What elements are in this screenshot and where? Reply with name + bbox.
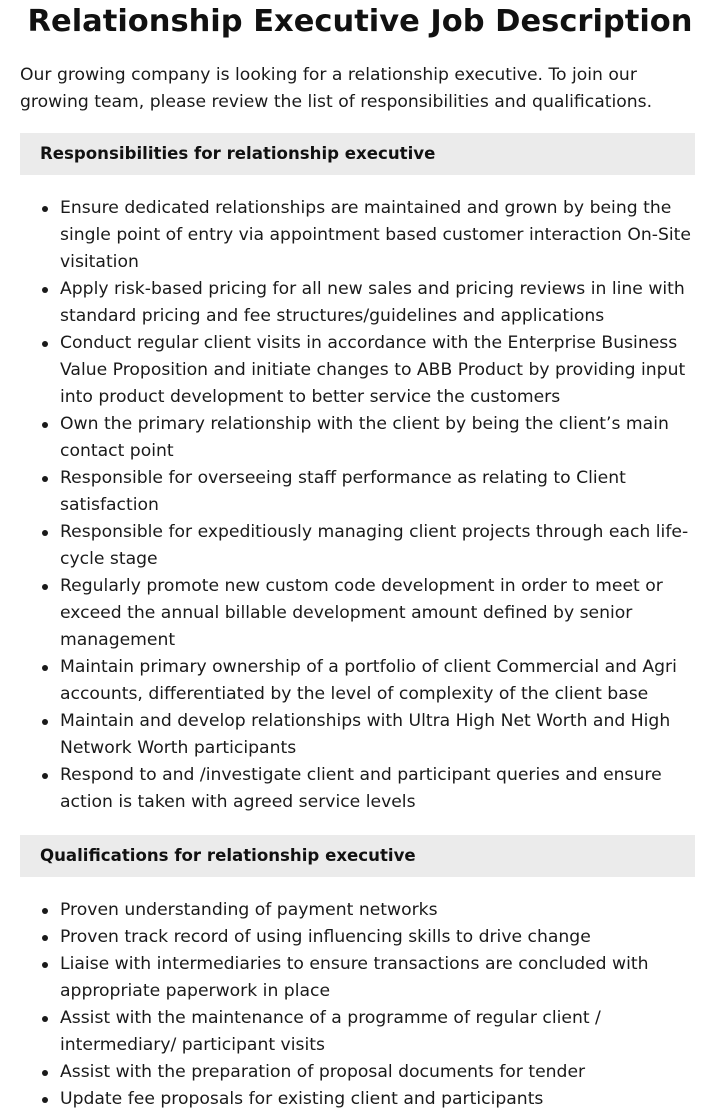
list-item: Responsible for overseeing staff performance as relating to Client satisfaction: [60, 465, 700, 519]
list-item: Maintain primary ownership of a portfolio of client Commercial and Agri accounts, differentiated by the level of complexity of the client base: [60, 654, 700, 708]
responsibilities-heading: Responsibilities for relationship executive: [20, 133, 695, 175]
page-title: Relationship Executive Job Description: [27, 4, 693, 39]
qualifications-heading: Qualifications for relationship executive: [20, 835, 695, 877]
qualifications-list: [0, 897, 720, 1113]
list-item: Proven track record of using influencing skills to drive change: [60, 924, 700, 951]
list-item: Apply risk-based pricing for all new sales and pricing reviews in line with standard pricing and fee structures/guidelines and applications: [60, 276, 700, 330]
list-item: Ensure dedicated relationships are maintained and grown by being the single point of entry via appointment based customer interaction On-Site visitation: [60, 195, 700, 276]
responsibilities-list: [0, 195, 720, 816]
list-item: Responsible for expeditiously managing client projects through each life-cycle stage: [60, 519, 700, 573]
list-item: Maintain and develop relationships with Ultra High Net Worth and High Network Worth participants: [60, 708, 700, 762]
list-item: Assist with the maintenance of a programme of regular client / intermediary/ participant visits: [60, 1005, 700, 1059]
list-item: Proven understanding of payment networks: [60, 897, 700, 924]
list-item: Liaise with intermediaries to ensure transactions are concluded with appropriate paperwork in place: [60, 951, 700, 1005]
list-item: Update fee proposals for existing client and participants: [60, 1086, 700, 1113]
list-item: Conduct regular client visits in accordance with the Enterprise Business Value Proposition and initiate changes to ABB Product by providing input into product development to better service the customers: [60, 330, 700, 411]
intro-paragraph: Our growing company is looking for a relationship executive. To join our growing team, please review the list of responsibilities and qualifications.: [20, 65, 653, 112]
list-item: Assist with the preparation of proposal documents for tender: [60, 1059, 700, 1086]
list-item: Respond to and /investigate client and participant queries and ensure action is taken with agreed service levels: [60, 762, 700, 816]
list-item: Own the primary relationship with the client by being the client’s main contact point: [60, 411, 700, 465]
list-item: Regularly promote new custom code development in order to meet or exceed the annual billable development amount defined by senior management: [60, 573, 700, 654]
